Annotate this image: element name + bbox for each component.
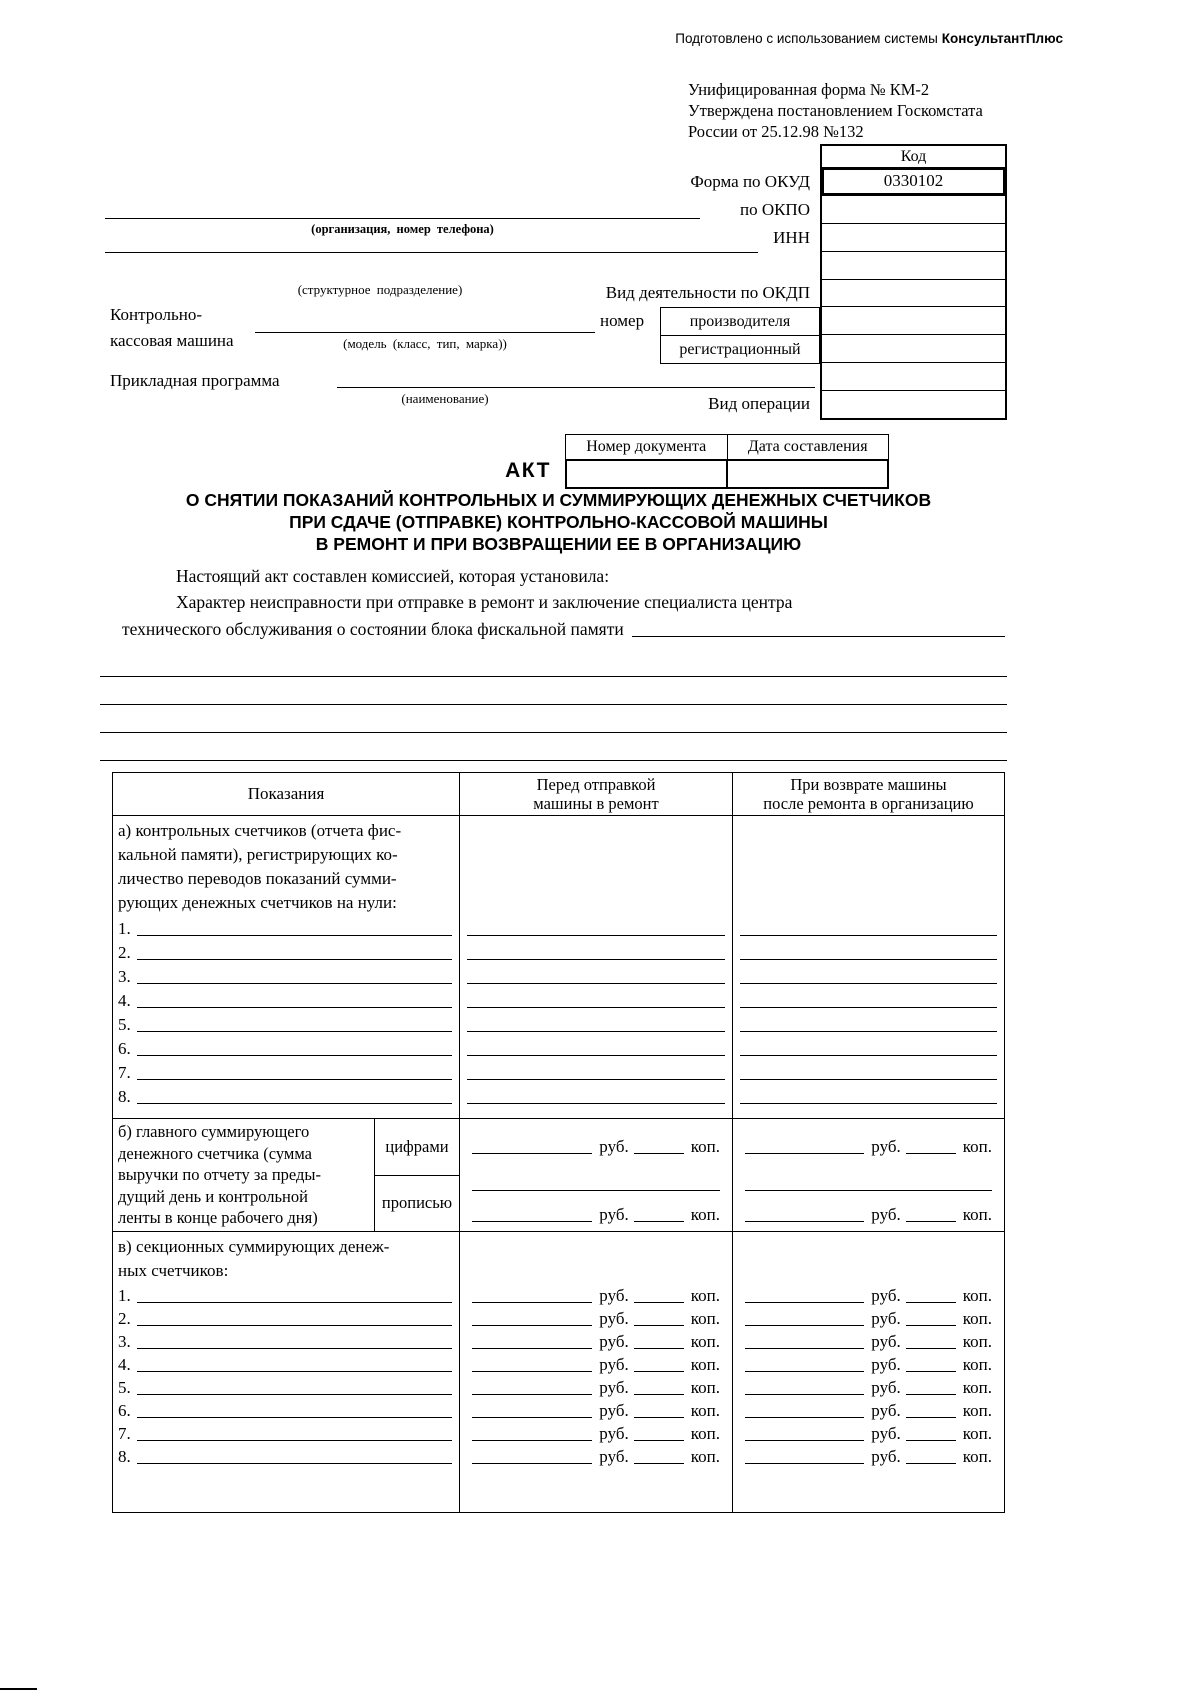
amount-row (745, 1306, 992, 1329)
row-number: 6. (118, 1401, 131, 1420)
row-number: 3. (118, 967, 131, 986)
value-row (740, 939, 997, 963)
counter-row (118, 1083, 454, 1107)
fill-line (137, 1371, 452, 1372)
fill-line (634, 1394, 684, 1395)
before-repair-header-line: машины в ремонт (533, 794, 659, 813)
fill-line (634, 1325, 684, 1326)
fill-line (906, 1440, 956, 1441)
row-number: 6. (118, 1039, 131, 1058)
fill-line (100, 732, 1007, 733)
value-row (740, 987, 997, 1011)
section-b-text-line: ленты в конце рабочего дня) (118, 1208, 318, 1227)
paragraph-1: Настоящий акт составлен комиссией, которая установила: (176, 566, 610, 586)
row-number: 7. (118, 1424, 131, 1443)
counter-row (118, 1283, 454, 1306)
amount-row (472, 1352, 720, 1375)
counter-row (118, 1035, 454, 1059)
amount-row (472, 1398, 720, 1421)
section-b-subcolumn (375, 1119, 459, 1231)
fill-line (137, 1055, 452, 1056)
section-a-after-repair (733, 816, 1004, 1118)
fill-line (137, 1394, 452, 1395)
kop-label: коп. (962, 1447, 992, 1466)
fill-line (632, 618, 1005, 637)
fill-line (634, 1463, 684, 1464)
fill-line (472, 1221, 592, 1222)
counter-row (118, 1306, 454, 1329)
rub-label: руб. (599, 1355, 629, 1374)
row-number: 5. (118, 1378, 131, 1397)
inn-code-cell (822, 224, 1005, 252)
counter-row (118, 1375, 454, 1398)
section-a-text: а) контрольных счетчиков (отчета фис- (118, 821, 402, 840)
rub-label: руб. (871, 1424, 901, 1443)
fill-line (740, 983, 997, 984)
section-a-before-repair (460, 816, 733, 1118)
readings-table-header (113, 773, 1004, 815)
rub-label: руб. (599, 1447, 629, 1466)
fill-line (740, 1031, 997, 1032)
words-amount-row (460, 1175, 732, 1231)
fill-line (472, 1394, 592, 1395)
amount-field (745, 1137, 992, 1157)
value-row (740, 1059, 997, 1083)
amount-row (472, 1329, 720, 1352)
counter-row (118, 1329, 454, 1352)
kop-label: коп. (962, 1286, 992, 1305)
fill-line (906, 1394, 956, 1395)
counter-row (118, 1398, 454, 1421)
section-a-text: кальной памяти), регистрирующих ко- (118, 845, 398, 864)
counter-row (118, 1444, 454, 1467)
application-fill-line (337, 387, 815, 388)
section-b-text-line: выручки по отчету за преды- (118, 1165, 321, 1184)
section-a-row (113, 815, 1004, 1118)
number-label: номер (600, 311, 645, 330)
approval-block (688, 79, 983, 142)
row-number: 2. (118, 1309, 131, 1328)
section-v-indications (113, 1232, 460, 1512)
okpo-label: по ОКПО (739, 200, 810, 219)
section-v-before-repair (460, 1232, 733, 1512)
application-label: Прикладная программа (110, 371, 280, 390)
fill-line (467, 983, 725, 984)
approval-line: Унифицированная форма № КМ-2 (688, 80, 930, 99)
amount-row (745, 1375, 992, 1398)
row-number: 2. (118, 943, 131, 962)
prepared-note-brand: КонсультантПлюс (941, 31, 1063, 46)
amount-row (472, 1283, 720, 1306)
okud-label: Форма по ОКУД (690, 172, 810, 191)
row-number: 1. (118, 1286, 131, 1305)
value-row (740, 1083, 997, 1107)
kop-label: коп. (962, 1332, 992, 1351)
section-b-text (113, 1119, 375, 1231)
value-row (467, 963, 725, 987)
before-repair-header-line: Перед отправкой (536, 775, 656, 794)
counter-row (118, 1059, 454, 1083)
kop-label: коп. (962, 1378, 992, 1397)
section-b-text-line: денежного счетчика (сумма (118, 1143, 312, 1163)
empty-code-cell (822, 363, 1005, 391)
fill-line (472, 1302, 592, 1303)
fill-line (137, 1031, 452, 1032)
kop-label: коп. (690, 1447, 720, 1466)
rub-label: руб. (599, 1378, 629, 1397)
empty-code-cell (822, 252, 1005, 280)
act-title (112, 489, 1005, 555)
rub-label: руб. (871, 1286, 901, 1305)
kkm-model-caption: (модель (класс, тип, марка)) (343, 336, 507, 351)
amount-field (472, 1137, 720, 1157)
amount-row (472, 1444, 720, 1467)
rub-label: руб. (871, 1355, 901, 1374)
kkm-label-line2: кассовая машина (110, 331, 234, 350)
prepared-note (675, 31, 1063, 46)
operation-type-code-cell (822, 391, 1005, 418)
value-row (467, 939, 725, 963)
amount-row (472, 1375, 720, 1398)
okdp-label: Вид деятельности по ОКДП (605, 283, 810, 302)
value-row (467, 1083, 725, 1107)
value-row (740, 915, 997, 939)
fill-line (634, 1302, 684, 1303)
fill-line (137, 1079, 452, 1080)
kop-label: коп. (962, 1205, 992, 1224)
amount-row (745, 1283, 992, 1306)
rub-label: руб. (599, 1137, 629, 1156)
rub-label: руб. (871, 1378, 901, 1397)
section-b-after-repair (733, 1119, 1004, 1231)
division-caption: (структурное подразделение) (297, 282, 463, 297)
rub-label: руб. (599, 1309, 629, 1328)
row-number: 8. (118, 1447, 131, 1466)
row-number: 5. (118, 1015, 131, 1034)
value-row (467, 1035, 725, 1059)
fill-line (906, 1417, 956, 1418)
fill-line (472, 1440, 592, 1441)
section-b-before-repair (460, 1119, 733, 1231)
division-fill-line (105, 252, 758, 253)
document-date-header: Дата составления (747, 438, 868, 455)
fill-line (906, 1153, 956, 1154)
before-repair-header (460, 773, 733, 815)
kop-label: коп. (690, 1378, 720, 1397)
counter-row (118, 1011, 454, 1035)
fill-line (634, 1153, 684, 1154)
fill-line (740, 1055, 997, 1056)
section-b-row (113, 1118, 1004, 1231)
document-table-header (565, 434, 889, 459)
fill-line (137, 935, 452, 936)
section-v-row (113, 1231, 1004, 1512)
fill-line (740, 935, 997, 936)
organization-fill-line (105, 218, 700, 219)
rub-label: руб. (871, 1447, 901, 1466)
rub-label: руб. (871, 1205, 901, 1224)
fill-line (137, 1417, 452, 1418)
amount-row (472, 1421, 720, 1444)
fill-line (740, 1007, 997, 1008)
fill-line (745, 1371, 864, 1372)
row-number: 7. (118, 1063, 131, 1082)
kop-label: коп. (690, 1401, 720, 1420)
kop-label: коп. (962, 1137, 992, 1156)
okud-code-cell (822, 168, 1005, 196)
fill-line (472, 1463, 592, 1464)
fill-line (740, 1079, 997, 1080)
kop-label: коп. (690, 1309, 720, 1328)
kop-label: коп. (962, 1424, 992, 1443)
section-a-text: личество переводов показаний сумми- (118, 869, 397, 888)
fill-line (100, 760, 1007, 761)
digits-amount-row (460, 1119, 732, 1175)
paragraph-2-line1: Характер неисправности при отправке в ремонт и заключение специалиста центра (176, 592, 793, 612)
fill-line (100, 676, 1007, 677)
fill-line (467, 1103, 725, 1104)
kop-label: коп. (690, 1137, 720, 1156)
fill-line (467, 1055, 725, 1056)
counter-row (118, 963, 454, 987)
paragraph-2-line2 (122, 618, 1005, 640)
fill-line (745, 1394, 864, 1395)
counter-row (118, 1352, 454, 1375)
fill-line (634, 1221, 684, 1222)
fill-line (906, 1325, 956, 1326)
kop-label: коп. (690, 1332, 720, 1351)
fill-line (906, 1348, 956, 1349)
rub-label: руб. (599, 1401, 629, 1420)
operation-type-label: Вид операции (708, 394, 810, 413)
fill-line (137, 1103, 452, 1104)
fill-line (472, 1153, 592, 1154)
kop-label: коп. (962, 1401, 992, 1420)
fill-line (745, 1153, 864, 1154)
organization-caption: (организация, номер телефона) (311, 222, 494, 236)
section-v-text: ных счетчиков: (118, 1261, 229, 1280)
fill-line (472, 1417, 592, 1418)
fill-line (137, 1007, 452, 1008)
amount-field (472, 1205, 720, 1225)
kop-label: коп. (962, 1355, 992, 1374)
fill-line (906, 1463, 956, 1464)
rub-label: руб. (871, 1309, 901, 1328)
after-repair-header (733, 773, 1004, 815)
value-row (467, 987, 725, 1011)
fill-line (467, 1079, 725, 1080)
words-label: прописью (381, 1193, 453, 1213)
rub-label: руб. (599, 1424, 629, 1443)
section-a-text: рующих денежных счетчиков на нули: (118, 893, 397, 912)
row-number: 4. (118, 991, 131, 1010)
act-title-line: ПРИ СДАЧЕ (ОТПРАВКЕ) КОНТРОЛЬНО-КАССОВОЙ МАШИНЫ (289, 512, 828, 532)
row-number: 4. (118, 1355, 131, 1374)
fill-line (634, 1371, 684, 1372)
rub-label: руб. (871, 1332, 901, 1351)
kop-label: коп. (690, 1355, 720, 1374)
fill-line (745, 1221, 864, 1222)
code-box-header: Код (822, 146, 1005, 168)
fill-line (137, 1463, 452, 1464)
rub-label: руб. (599, 1332, 629, 1351)
prepared-note-text: Подготовлено с использованием системы (675, 31, 938, 46)
after-repair-header-line: после ремонта в организацию (763, 794, 974, 813)
fill-line (634, 1440, 684, 1441)
fill-line (745, 1348, 864, 1349)
row-number: 3. (118, 1332, 131, 1351)
section-b-indications (113, 1119, 460, 1231)
fill-line (745, 1325, 864, 1326)
fill-line (467, 1007, 725, 1008)
kop-label: коп. (962, 1309, 992, 1328)
fill-line (472, 1325, 592, 1326)
section-v-text: в) секционных суммирующих денеж- (118, 1237, 390, 1256)
fill-line (472, 1348, 592, 1349)
fill-line (137, 1440, 452, 1441)
okud-code-value: 0330102 (883, 171, 944, 191)
fill-line (137, 1325, 452, 1326)
act-title-line: О СНЯТИИ ПОКАЗАНИЙ КОНТРОЛЬНЫХ И СУММИРУЮЩИХ ДЕНЕЖНЫХ СЧЕТЧИКОВ (185, 490, 932, 510)
fill-line (472, 1181, 720, 1191)
digits-label: цифрами (375, 1119, 459, 1176)
fill-line (467, 935, 725, 936)
section-b-text-line: б) главного суммирующего (118, 1122, 310, 1141)
fill-line (137, 1302, 452, 1303)
registration-label-cell: регистрационный (679, 340, 801, 358)
fill-line (137, 983, 452, 984)
fill-line (745, 1463, 864, 1464)
rub-label: руб. (871, 1401, 901, 1420)
digits-amount-row (733, 1119, 1004, 1175)
fill-line (745, 1181, 992, 1191)
section-b-text-line: дущий день и контрольной (118, 1186, 308, 1206)
counter-row (118, 987, 454, 1011)
amount-field (745, 1205, 992, 1225)
kkm-model-fill-line (255, 332, 595, 333)
fill-line (745, 1417, 864, 1418)
amount-row (745, 1329, 992, 1352)
fill-line (906, 1371, 956, 1372)
number-table (660, 307, 820, 364)
document-number-header: Номер документа (566, 435, 728, 459)
okdp-code-cell (822, 280, 1005, 308)
fill-line (906, 1302, 956, 1303)
page-edge-mark (0, 1688, 37, 1690)
readings-table (112, 772, 1005, 1513)
producer-label-cell: производителя (661, 308, 819, 336)
approval-line: России от 25.12.98 №132 (688, 122, 864, 141)
section-v-after-repair (733, 1232, 1004, 1512)
counter-row (118, 1421, 454, 1444)
after-repair-header-line: При возврате машины (790, 775, 947, 794)
section-a-indications (113, 816, 460, 1118)
rub-label: руб. (599, 1286, 629, 1305)
fill-line (467, 1031, 725, 1032)
indications-header: Показания (113, 773, 460, 815)
fill-line (634, 1417, 684, 1418)
fill-line (137, 1348, 452, 1349)
fill-line (906, 1221, 956, 1222)
fill-line (745, 1302, 864, 1303)
kop-label: коп. (690, 1424, 720, 1443)
fill-line (745, 1440, 864, 1441)
code-box (820, 144, 1007, 420)
amount-row (745, 1398, 992, 1421)
rub-label: руб. (599, 1205, 629, 1224)
fill-line (467, 959, 725, 960)
fill-line (740, 1103, 997, 1104)
fill-line (740, 959, 997, 960)
registration-number-code-cell (822, 335, 1005, 363)
application-caption: (наименование) (401, 391, 489, 406)
value-row (467, 1059, 725, 1083)
value-row (467, 915, 725, 939)
act-title-line: В РЕМОНТ И ПРИ ВОЗВРАЩЕНИИ ЕЕ В ОРГАНИЗАЦИЮ (315, 534, 802, 554)
fill-line (472, 1371, 592, 1372)
okpo-code-cell (822, 196, 1005, 224)
fill-line (100, 704, 1007, 705)
amount-row (745, 1352, 992, 1375)
amount-row (472, 1306, 720, 1329)
value-row (740, 963, 997, 987)
producer-number-code-cell (822, 307, 1005, 335)
row-number: 1. (118, 919, 131, 938)
counter-row (118, 915, 454, 939)
counter-row (118, 939, 454, 963)
inn-label: ИНН (773, 228, 810, 247)
fill-line (137, 959, 452, 960)
act-heading: АКТ (505, 459, 551, 482)
paragraph-2-text: технического обслуживания о состоянии блока фискальной памяти (122, 619, 624, 639)
words-amount-row (733, 1175, 1004, 1231)
value-row (740, 1011, 997, 1035)
kop-label: коп. (690, 1286, 720, 1305)
value-row (467, 1011, 725, 1035)
amount-row (745, 1421, 992, 1444)
amount-row (745, 1444, 992, 1467)
row-number: 8. (118, 1087, 131, 1106)
value-row (740, 1035, 997, 1059)
kkm-label-line1: Контрольно- (110, 305, 202, 324)
approval-line: Утверждена постановлением Госкомстата (688, 101, 983, 120)
kop-label: коп. (690, 1205, 720, 1224)
rub-label: руб. (871, 1137, 901, 1156)
fill-line (634, 1348, 684, 1349)
